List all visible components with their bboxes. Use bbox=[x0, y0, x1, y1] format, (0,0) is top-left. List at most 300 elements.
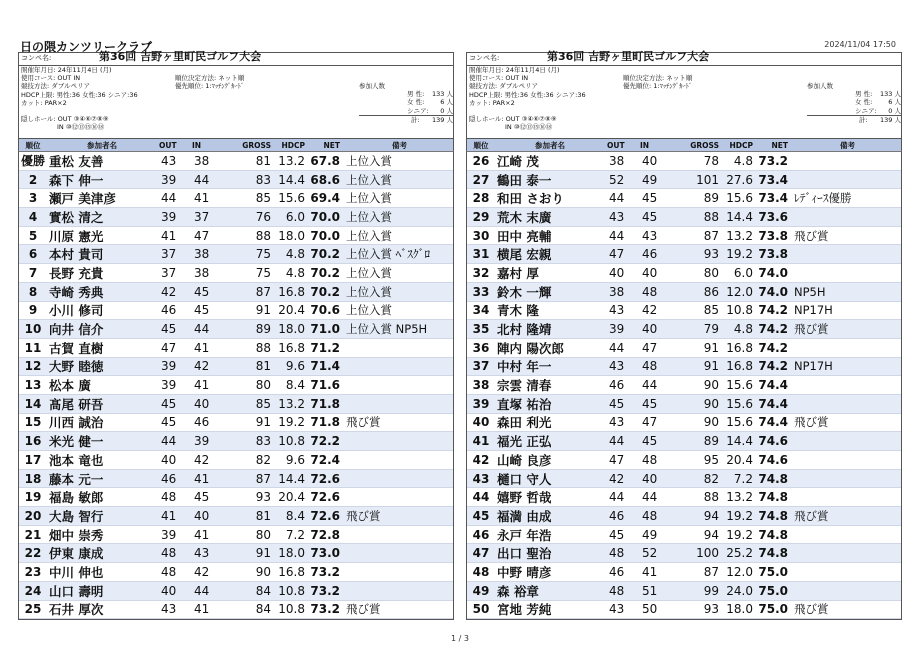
table-row bbox=[19, 320, 453, 339]
hdcp-value: 10.8 bbox=[278, 434, 305, 449]
hdcp-value: 13.2 bbox=[278, 153, 305, 168]
print-timestamp: 2024/11/04 17:50 bbox=[824, 40, 896, 49]
player-name: 荒木 末廣 bbox=[497, 209, 552, 225]
note: 上位入賞 bbox=[346, 209, 392, 224]
net-score: 69.4 bbox=[310, 191, 340, 206]
rank-cell: 18 bbox=[24, 471, 42, 486]
col-rank: 順位 bbox=[25, 140, 41, 150]
out-score: 45 bbox=[609, 396, 625, 411]
out-score: 46 bbox=[609, 378, 625, 393]
rank-cell: 23 bbox=[24, 564, 42, 579]
player-name: 森 裕章 bbox=[497, 583, 539, 599]
rank-cell: 35 bbox=[472, 322, 490, 337]
player-name: 向井 信介 bbox=[49, 322, 104, 338]
player-name: 出口 聖治 bbox=[497, 546, 552, 562]
in-score: 41 bbox=[194, 471, 210, 486]
gross-score: 100 bbox=[696, 546, 719, 561]
hdcp-limit: HDCP上限: 男性:36 女性:36 シニア:36 bbox=[21, 90, 138, 99]
out-score: 40 bbox=[161, 583, 177, 598]
in-score: 45 bbox=[194, 490, 210, 505]
note: 上位入賞 NP5H bbox=[346, 322, 428, 337]
hdcp-value: 9.6 bbox=[285, 359, 305, 374]
table-row bbox=[19, 283, 453, 302]
gross-score: 82 bbox=[703, 471, 719, 486]
net-score: 71.8 bbox=[310, 396, 340, 411]
out-score: 44 bbox=[609, 434, 625, 449]
note: 飛び賞 bbox=[346, 415, 381, 430]
table-row bbox=[467, 582, 901, 601]
in-score: 42 bbox=[194, 564, 210, 579]
hdcp-value: 15.6 bbox=[726, 378, 753, 393]
net-score: 71.2 bbox=[310, 340, 340, 355]
gross-score: 81 bbox=[255, 359, 271, 374]
in-score: 43 bbox=[642, 228, 658, 243]
table-row bbox=[19, 227, 453, 246]
note: 上位入賞 bbox=[346, 265, 392, 280]
ranking-rules bbox=[623, 74, 692, 90]
net-score: 74.8 bbox=[758, 471, 788, 486]
rank-cell: 37 bbox=[472, 359, 490, 374]
out-score: 39 bbox=[161, 527, 177, 542]
player-name: 和田 さおり bbox=[497, 191, 564, 207]
hdcp-value: 19.2 bbox=[726, 247, 753, 262]
player-name: 小川 修司 bbox=[49, 303, 104, 319]
gross-score: 91 bbox=[703, 359, 719, 374]
in-score: 44 bbox=[194, 172, 210, 187]
player-name: 鈴木 一輝 bbox=[497, 284, 552, 300]
net-score: 73.2 bbox=[310, 564, 340, 579]
event-date: 開催年月日: 24年11月4日 (月) bbox=[21, 66, 112, 74]
in-score: 44 bbox=[642, 490, 658, 505]
rank-cell: 28 bbox=[472, 191, 490, 206]
results-panel-left bbox=[18, 52, 454, 620]
in-score: 41 bbox=[194, 340, 210, 355]
gross-score: 88 bbox=[255, 228, 271, 243]
gross-score: 95 bbox=[703, 452, 719, 467]
player-name: 北村 隆靖 bbox=[497, 322, 552, 338]
rank-cell: 22 bbox=[24, 546, 42, 561]
net-score: 74.2 bbox=[758, 303, 788, 318]
col-name: 参加者名 bbox=[87, 140, 117, 150]
in-score: 38 bbox=[194, 265, 210, 280]
gross-score: 84 bbox=[255, 602, 271, 617]
out-score: 41 bbox=[161, 228, 177, 243]
rank-cell: 13 bbox=[24, 378, 42, 393]
player-name: 髙尾 研吾 bbox=[49, 396, 104, 412]
table-row bbox=[19, 208, 453, 227]
table-row bbox=[467, 414, 901, 433]
in-score: 49 bbox=[642, 527, 658, 542]
note: 飛び賞 bbox=[794, 602, 829, 617]
rank-cell: 49 bbox=[472, 583, 490, 598]
gross-score: 94 bbox=[703, 527, 719, 542]
note: 飛び賞 bbox=[794, 508, 829, 523]
rank-cell: 16 bbox=[24, 434, 42, 449]
in-score: 47 bbox=[194, 228, 210, 243]
out-score: 46 bbox=[609, 508, 625, 523]
out-score: 43 bbox=[161, 153, 177, 168]
hidden-holes-in: ⑩⑫⑬⑮⑯⑱ bbox=[65, 123, 105, 132]
player-name: 山口 壽明 bbox=[49, 583, 104, 599]
hdcp-value: 16.8 bbox=[278, 284, 305, 299]
hdcp-value: 14.4 bbox=[278, 172, 305, 187]
results-panel-right bbox=[466, 52, 902, 620]
gross-score: 85 bbox=[255, 396, 271, 411]
net-score: 73.8 bbox=[758, 228, 788, 243]
gross-score: 87 bbox=[703, 228, 719, 243]
player-name: 福島 敏郎 bbox=[49, 490, 104, 506]
gross-score: 90 bbox=[255, 564, 271, 579]
net-score: 75.0 bbox=[758, 602, 788, 617]
count-total: 計: 139 人 bbox=[807, 115, 901, 124]
note: NP5H bbox=[794, 284, 826, 299]
note: NP17H bbox=[794, 359, 833, 374]
gross-score: 93 bbox=[703, 602, 719, 617]
gross-score: 76 bbox=[255, 209, 271, 224]
rank-cell: 3 bbox=[28, 191, 38, 206]
rank-cell: 31 bbox=[472, 247, 490, 262]
hdcp-value: 7.2 bbox=[285, 527, 305, 542]
net-score: 70.0 bbox=[310, 209, 340, 224]
player-name: 川西 誠治 bbox=[49, 415, 104, 431]
note: ﾚﾃﾞｨｰｽ優勝 bbox=[794, 191, 852, 206]
in-score: 51 bbox=[642, 583, 658, 598]
table-row bbox=[467, 283, 901, 302]
in-score: 37 bbox=[194, 209, 210, 224]
rank-cell: 17 bbox=[24, 452, 42, 467]
competition-header bbox=[466, 52, 902, 138]
out-score: 43 bbox=[609, 303, 625, 318]
col-out: OUT bbox=[159, 140, 177, 150]
in-score: 42 bbox=[194, 359, 210, 374]
player-name: 池本 竜也 bbox=[49, 452, 104, 468]
net-score: 75.0 bbox=[758, 583, 788, 598]
player-name: 森田 利光 bbox=[497, 415, 552, 431]
in-score: 48 bbox=[642, 359, 658, 374]
net-score: 72.6 bbox=[310, 471, 340, 486]
ranking-rules bbox=[175, 74, 244, 90]
net-score: 74.4 bbox=[758, 396, 788, 411]
net-score: 71.0 bbox=[310, 322, 340, 337]
hdcp-value: 4.8 bbox=[733, 322, 753, 337]
net-score: 70.2 bbox=[310, 247, 340, 262]
hdcp-value: 9.6 bbox=[285, 452, 305, 467]
net-score: 72.8 bbox=[310, 527, 340, 542]
rank-cell: 6 bbox=[28, 247, 38, 262]
results-rows bbox=[18, 152, 454, 620]
table-row bbox=[467, 395, 901, 414]
in-score: 45 bbox=[642, 434, 658, 449]
col-in: IN bbox=[640, 140, 650, 150]
table-row bbox=[467, 563, 901, 582]
hdcp-value: 13.2 bbox=[726, 490, 753, 505]
table-row bbox=[467, 302, 901, 321]
hdcp-value: 8.4 bbox=[285, 508, 305, 523]
gross-score: 90 bbox=[703, 378, 719, 393]
hdcp-value: 16.8 bbox=[278, 340, 305, 355]
table-row bbox=[467, 264, 901, 283]
net-score: 70.6 bbox=[310, 303, 340, 318]
col-note: 備考 bbox=[840, 140, 855, 150]
gross-score: 81 bbox=[255, 508, 271, 523]
competition-info bbox=[469, 66, 586, 107]
in-score: 41 bbox=[194, 527, 210, 542]
gross-score: 91 bbox=[255, 546, 271, 561]
out-score: 37 bbox=[161, 265, 177, 280]
out-score: 42 bbox=[161, 284, 177, 299]
hidden-holes-out: ③④⑥⑦⑧⑨ bbox=[73, 115, 109, 123]
table-row bbox=[467, 526, 901, 545]
in-score: 38 bbox=[194, 153, 210, 168]
gross-score: 84 bbox=[255, 583, 271, 598]
net-score: 74.6 bbox=[758, 434, 788, 449]
rank-cell: 20 bbox=[24, 508, 42, 523]
hidden-holes: 隠しホール: OUT ③④⑥⑦⑧⑨ IN ⑩⑫⑬⑮⑯⑱ bbox=[469, 115, 557, 132]
rank-cell: 7 bbox=[28, 265, 38, 280]
out-score: 43 bbox=[609, 209, 625, 224]
rank-cell: 41 bbox=[472, 434, 490, 449]
player-name: 江崎 茂 bbox=[497, 153, 539, 169]
in-score: 45 bbox=[642, 191, 658, 206]
table-row bbox=[19, 339, 453, 358]
note: 飛び賞 bbox=[346, 508, 381, 523]
hdcp-value: 6.0 bbox=[733, 265, 753, 280]
rank-cell: 45 bbox=[472, 508, 490, 523]
in-score: 40 bbox=[194, 508, 210, 523]
competition-info bbox=[21, 66, 138, 107]
hdcp-value: 19.2 bbox=[278, 415, 305, 430]
table-row bbox=[467, 227, 901, 246]
in-score: 43 bbox=[194, 546, 210, 561]
player-name: 宮地 芳純 bbox=[497, 602, 552, 618]
net-score: 74.2 bbox=[758, 359, 788, 374]
hdcp-value: 4.8 bbox=[285, 265, 305, 280]
hdcp-value: 14.4 bbox=[278, 471, 305, 486]
rank-cell: 40 bbox=[472, 415, 490, 430]
net-score: 73.2 bbox=[758, 153, 788, 168]
gross-score: 78 bbox=[703, 153, 719, 168]
player-name: 森下 伸一 bbox=[49, 172, 104, 188]
count-senior: シニア: 0 人 bbox=[855, 106, 901, 115]
col-net: NET bbox=[323, 140, 340, 150]
count-female: 女 性: 6 人 bbox=[855, 98, 901, 107]
out-score: 45 bbox=[161, 415, 177, 430]
note: 飛び賞 bbox=[794, 415, 829, 430]
in-score: 45 bbox=[194, 284, 210, 299]
rank-cell: 42 bbox=[472, 452, 490, 467]
rank-cell: 9 bbox=[28, 303, 38, 318]
in-score: 48 bbox=[642, 508, 658, 523]
table-row bbox=[19, 264, 453, 283]
net-score: 72.4 bbox=[310, 452, 340, 467]
rank-cell: 8 bbox=[28, 284, 38, 299]
in-score: 40 bbox=[642, 471, 658, 486]
player-name: 松本 廣 bbox=[49, 378, 91, 394]
net-score: 73.2 bbox=[310, 602, 340, 617]
net-score: 73.4 bbox=[758, 172, 788, 187]
net-score: 74.4 bbox=[758, 415, 788, 430]
gross-score: 94 bbox=[703, 508, 719, 523]
hdcp-value: 19.2 bbox=[726, 527, 753, 542]
net-score: 72.6 bbox=[310, 490, 340, 505]
net-score: 68.6 bbox=[310, 172, 340, 187]
rank-cell: 44 bbox=[472, 490, 490, 505]
net-score: 71.4 bbox=[310, 359, 340, 374]
net-score: 72.2 bbox=[310, 434, 340, 449]
net-score: 71.6 bbox=[310, 378, 340, 393]
in-score: 47 bbox=[642, 415, 658, 430]
hdcp-value: 20.4 bbox=[278, 303, 305, 318]
table-row bbox=[19, 582, 453, 601]
in-score: 41 bbox=[194, 191, 210, 206]
player-name: 嬉野 哲哉 bbox=[497, 490, 552, 506]
net-score: 74.4 bbox=[758, 378, 788, 393]
rank-cell: 11 bbox=[24, 340, 42, 355]
gross-score: 75 bbox=[255, 265, 271, 280]
gross-score: 83 bbox=[255, 434, 271, 449]
in-score: 41 bbox=[194, 602, 210, 617]
out-score: 42 bbox=[609, 471, 625, 486]
player-name: 瀬戸 美津彦 bbox=[49, 191, 116, 207]
col-hdcp: HDCP bbox=[281, 140, 305, 150]
col-name: 参加者名 bbox=[535, 140, 565, 150]
hdcp-value: 20.4 bbox=[726, 452, 753, 467]
table-header bbox=[18, 138, 454, 152]
rank-cell: 34 bbox=[472, 303, 490, 318]
out-score: 39 bbox=[161, 209, 177, 224]
net-score: 74.8 bbox=[758, 508, 788, 523]
out-score: 39 bbox=[161, 172, 177, 187]
out-score: 45 bbox=[609, 527, 625, 542]
hdcp-value: 12.0 bbox=[726, 284, 753, 299]
hdcp-value: 27.6 bbox=[726, 172, 753, 187]
rank-cell: 30 bbox=[472, 228, 490, 243]
rank-cell: 2 bbox=[28, 172, 38, 187]
player-name: 田中 亮輔 bbox=[497, 228, 552, 244]
table-row bbox=[467, 601, 901, 620]
col-net: NET bbox=[771, 140, 788, 150]
in-score: 52 bbox=[642, 546, 658, 561]
gross-score: 82 bbox=[255, 452, 271, 467]
out-score: 44 bbox=[609, 490, 625, 505]
net-score: 74.8 bbox=[758, 527, 788, 542]
player-name: 宗雲 清春 bbox=[497, 378, 552, 394]
competition-title: 第36回 吉野ヶ里町民ゴルフ大会 bbox=[547, 50, 710, 63]
net-score: 73.8 bbox=[758, 247, 788, 262]
hdcp-value: 14.4 bbox=[726, 209, 753, 224]
net-score: 70.0 bbox=[310, 228, 340, 243]
table-header bbox=[466, 138, 902, 152]
hdcp-value: 10.8 bbox=[726, 303, 753, 318]
player-name: 米光 健一 bbox=[49, 434, 104, 450]
player-name: 大野 睦徳 bbox=[49, 359, 104, 375]
net-score: 74.8 bbox=[758, 546, 788, 561]
rank-cell: 26 bbox=[472, 153, 490, 168]
out-score: 48 bbox=[161, 490, 177, 505]
hidden-holes: 隠しホール: OUT ③④⑥⑦⑧⑨ IN ⑩⑫⑬⑮⑯⑱ bbox=[21, 115, 109, 132]
out-score: 45 bbox=[161, 322, 177, 337]
out-score: 48 bbox=[609, 546, 625, 561]
net-score: 74.0 bbox=[758, 265, 788, 280]
table-row bbox=[19, 414, 453, 433]
out-score: 48 bbox=[609, 583, 625, 598]
in-score: 49 bbox=[642, 172, 658, 187]
out-score: 44 bbox=[609, 191, 625, 206]
net-score: 70.2 bbox=[310, 265, 340, 280]
count-male: 男 性: 133 人 bbox=[407, 90, 453, 99]
gross-score: 91 bbox=[255, 303, 271, 318]
note: 上位入賞 bbox=[346, 284, 392, 299]
table-row bbox=[467, 488, 901, 507]
gross-score: 93 bbox=[703, 247, 719, 262]
note: 上位入賞 bbox=[346, 303, 392, 318]
rank-cell: 29 bbox=[472, 209, 490, 224]
table-row bbox=[467, 152, 901, 171]
hdcp-value: 15.6 bbox=[726, 191, 753, 206]
player-name: 畑中 崇秀 bbox=[49, 527, 104, 543]
gross-score: 91 bbox=[255, 415, 271, 430]
count-male: 男 性: 133 人 bbox=[855, 90, 901, 99]
net-score: 74.6 bbox=[758, 452, 788, 467]
net-score: 74.8 bbox=[758, 490, 788, 505]
in-score: 45 bbox=[642, 396, 658, 411]
col-gross: GROSS bbox=[690, 140, 719, 150]
note: 飛び賞 bbox=[346, 602, 381, 617]
in-score: 44 bbox=[642, 378, 658, 393]
player-name: 本村 貴司 bbox=[49, 247, 104, 263]
rank-cell: 5 bbox=[28, 228, 38, 243]
out-score: 47 bbox=[161, 340, 177, 355]
player-name: 石井 厚次 bbox=[49, 602, 104, 618]
gross-score: 89 bbox=[703, 191, 719, 206]
rank-cell: 36 bbox=[472, 340, 490, 355]
net-score: 73.6 bbox=[758, 209, 788, 224]
hdcp-value: 6.0 bbox=[285, 209, 305, 224]
club-name: 日の隈カンツリークラブ bbox=[20, 40, 153, 54]
course-used: 使用コース: OUT IN bbox=[21, 74, 81, 83]
competition-label: コンペ名: bbox=[469, 54, 500, 62]
in-score: 48 bbox=[642, 452, 658, 467]
net-score: 73.4 bbox=[758, 191, 788, 206]
hdcp-value: 18.0 bbox=[278, 546, 305, 561]
table-row bbox=[19, 451, 453, 470]
hdcp-value: 12.0 bbox=[726, 564, 753, 579]
net-score: 73.0 bbox=[310, 546, 340, 561]
table-row bbox=[467, 208, 901, 227]
col-out: OUT bbox=[607, 140, 625, 150]
out-score: 40 bbox=[609, 265, 625, 280]
competition-label: コンペ名: bbox=[21, 54, 52, 62]
rank-cell: 12 bbox=[24, 359, 42, 374]
event-date: 開催年月日: 24年11月4日 (月) bbox=[469, 66, 560, 74]
hdcp-value: 15.6 bbox=[278, 191, 305, 206]
out-score: 39 bbox=[161, 378, 177, 393]
hdcp-value: 16.8 bbox=[278, 564, 305, 579]
net-score: 70.2 bbox=[310, 284, 340, 299]
player-name: 山崎 良彦 bbox=[497, 452, 552, 468]
net-score: 72.6 bbox=[310, 508, 340, 523]
table-row bbox=[467, 245, 901, 264]
hdcp-value: 16.8 bbox=[726, 340, 753, 355]
out-score: 39 bbox=[609, 322, 625, 337]
table-row bbox=[19, 302, 453, 321]
rank-cell: 33 bbox=[472, 284, 490, 299]
table-row bbox=[467, 320, 901, 339]
net-score: 71.8 bbox=[310, 415, 340, 430]
out-score: 43 bbox=[609, 415, 625, 430]
player-name: 實松 清之 bbox=[49, 209, 104, 225]
out-score: 44 bbox=[161, 191, 177, 206]
